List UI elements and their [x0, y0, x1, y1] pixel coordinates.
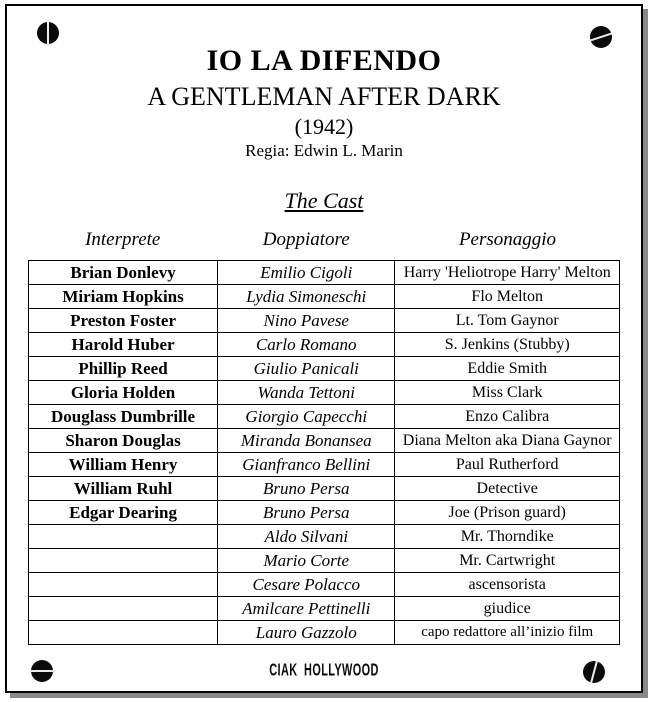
actor-cell — [29, 597, 218, 621]
screw-icon-top-left — [37, 22, 59, 44]
table-row — [29, 453, 620, 477]
dubber-cell: Wanda Tettoni — [218, 381, 395, 405]
table-row — [29, 573, 620, 597]
character-cell: S. Jenkins (Stubby) — [395, 333, 620, 357]
screw-icon-bottom-right — [583, 661, 605, 683]
character-cell: giudice — [395, 597, 620, 621]
actor-cell: Gloria Holden — [29, 381, 218, 405]
character-cell: Enzo Calibra — [395, 405, 620, 429]
table-row — [29, 333, 620, 357]
dubber-cell: Mario Corte — [218, 549, 395, 573]
character-cell: capo redattore all’inizio film — [395, 621, 620, 645]
column-headers — [28, 228, 620, 251]
dubber-cell: Cesare Polacco — [218, 573, 395, 597]
actor-cell: Brian Donlevy — [29, 261, 218, 285]
table-row — [29, 621, 620, 645]
italian-title: IO LA DIFENDO — [206, 44, 442, 77]
dubber-cell: Lauro Gazzolo — [218, 621, 395, 645]
screw-icon-bottom-left — [31, 660, 53, 682]
column-header-interprete: Interprete — [85, 229, 161, 250]
character-cell: Lt. Tom Gaynor — [395, 309, 620, 333]
table-row — [29, 597, 620, 621]
actor-cell: Harold Huber — [29, 333, 218, 357]
dubber-cell: Miranda Bonansea — [218, 429, 395, 453]
actor-cell: Edgar Dearing — [29, 501, 218, 525]
table-row — [29, 357, 620, 381]
character-cell: Miss Clark — [395, 381, 620, 405]
character-cell: Detective — [395, 477, 620, 501]
table-row — [29, 549, 620, 573]
original-title: A GENTLEMAN AFTER DARK — [147, 82, 501, 111]
table-row — [29, 405, 620, 429]
character-cell: Eddie Smith — [395, 357, 620, 381]
actor-cell — [29, 549, 218, 573]
actor-cell: William Ruhl — [29, 477, 218, 501]
actor-cell — [29, 573, 218, 597]
screw-icon-top-right — [590, 26, 612, 48]
film-header — [7, 6, 641, 162]
dubber-cell: Carlo Romano — [218, 333, 395, 357]
director-credit: Regia: Edwin L. Marin — [245, 141, 403, 160]
actor-cell: Miriam Hopkins — [29, 285, 218, 309]
table-row — [29, 285, 620, 309]
dubber-cell: Lydia Simoneschi — [218, 285, 395, 309]
table-row — [29, 501, 620, 525]
actor-cell — [29, 621, 218, 645]
character-cell: Mr. Thorndike — [395, 525, 620, 549]
dubber-cell: Bruno Persa — [218, 501, 395, 525]
column-header-personaggio: Personaggio — [458, 229, 557, 250]
cast-section-heading: The Cast — [284, 188, 364, 213]
character-cell: Harry 'Heliotrope Harry' Melton — [395, 261, 620, 285]
dubber-cell: Gianfranco Bellini — [218, 453, 395, 477]
dubber-cell: Giulio Panicali — [218, 357, 395, 381]
actor-cell: Douglass Dumbrille — [29, 405, 218, 429]
ciak-hollywood-logo: CIAK HOLLYWOOD — [269, 659, 379, 679]
character-cell: Paul Rutherford — [395, 453, 620, 477]
character-cell: Mr. Cartwright — [395, 549, 620, 573]
cast-table — [28, 260, 620, 645]
actor-cell: Phillip Reed — [29, 357, 218, 381]
dubber-cell: Amilcare Pettinelli — [218, 597, 395, 621]
dubber-cell: Giorgio Capecchi — [218, 405, 395, 429]
character-cell: Joe (Prison guard) — [395, 501, 620, 525]
table-row — [29, 477, 620, 501]
character-cell: Diana Melton aka Diana Gaynor — [395, 429, 620, 453]
character-cell: Flo Melton — [395, 285, 620, 309]
plaque-panel — [5, 4, 643, 693]
table-row — [29, 429, 620, 453]
dubber-cell: Nino Pavese — [218, 309, 395, 333]
table-row — [29, 261, 620, 285]
table-row — [29, 525, 620, 549]
character-cell: ascensorista — [395, 573, 620, 597]
film-year: (1942) — [294, 114, 354, 139]
table-row — [29, 309, 620, 333]
actor-cell: Sharon Douglas — [29, 429, 218, 453]
dubber-cell: Aldo Silvani — [218, 525, 395, 549]
actor-cell — [29, 525, 218, 549]
table-row — [29, 381, 620, 405]
actor-cell: William Henry — [29, 453, 218, 477]
dubber-cell: Emilio Cigoli — [218, 261, 395, 285]
actor-cell: Preston Foster — [29, 309, 218, 333]
column-header-doppiatore: Doppiatore — [262, 229, 350, 250]
dubber-cell: Bruno Persa — [218, 477, 395, 501]
